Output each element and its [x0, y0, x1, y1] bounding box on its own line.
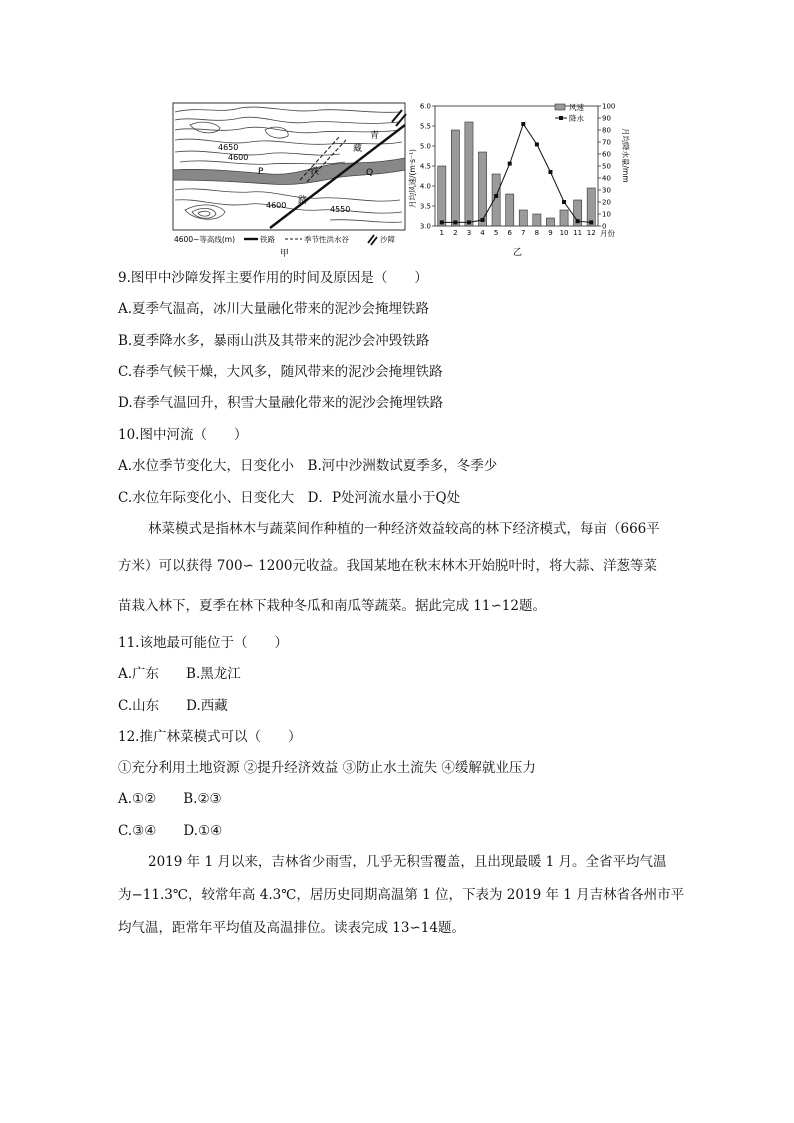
precip-point: [453, 220, 457, 224]
rail-label: 青: [370, 131, 380, 141]
figure-caption: 甲: [280, 249, 290, 259]
legend-sand-swatch: [368, 235, 377, 245]
q9-stem: 9.图甲中沙障发挥主要作用的时间及原因是（ ）: [118, 270, 428, 286]
precip-point: [576, 219, 580, 223]
precip-point: [440, 220, 444, 224]
left-tick-label: 3.0: [419, 222, 431, 231]
legend-wind-swatch: [555, 104, 565, 110]
wind-bar: [438, 166, 446, 226]
left-tick-label: 4.0: [419, 182, 431, 191]
passage1-line1: 林菜模式是指林木与蔬菜间作种植的一种经济效益较高的林下经济模式，每亩（666平: [148, 521, 660, 537]
left-tick-label: 5.5: [419, 122, 431, 131]
wind-bar: [533, 214, 541, 226]
precip-point: [548, 170, 552, 174]
right-axis-label: 月均降水量/mm: [621, 128, 630, 183]
q9-option-d[interactable]: D.春季气温回升，积雪大量融化带来的泥沙会掩埋铁路: [118, 395, 444, 411]
map-figure: [170, 100, 410, 260]
x-tick-label: 5: [493, 229, 499, 237]
x-tick-label: 11: [573, 229, 583, 237]
q9-option-b[interactable]: B.夏季降水多，暴雨山洪及其带来的泥沙会冲毁铁路: [118, 333, 430, 349]
precip-point: [494, 194, 498, 198]
right-tick-label: 40: [602, 174, 611, 183]
right-tick-label: 60: [602, 150, 611, 159]
precip-point: [481, 218, 485, 222]
legend-contour: 4600~等高线(m): [174, 235, 236, 244]
precip-point: [521, 122, 525, 126]
right-tick-label: 0: [602, 222, 607, 231]
left-tick-label: 4.5: [419, 162, 431, 171]
x-tick-label: 9: [548, 229, 553, 237]
rail-label: 铁: [310, 167, 320, 177]
right-tick-label: 80: [602, 126, 611, 135]
wind-bar: [546, 218, 554, 226]
rail-label: 路: [298, 196, 308, 206]
precip-point: [535, 142, 539, 146]
passage1-line3: 苗栽入林下，夏季在林下栽种冬瓜和南瓜等蔬菜。据此完成 11∽12题。: [118, 598, 546, 614]
place-label-q: Q: [366, 168, 374, 178]
contour-label: 4600: [266, 201, 287, 210]
passage1-line2: 方米）可以获得 700∽ 1200元收益。我国某地在秋末林木开始脱叶时，将大蒜、洋葱等菜: [118, 558, 658, 574]
chart-caption: 乙: [513, 248, 523, 258]
precip-point: [508, 162, 512, 166]
climate-chart: [405, 98, 635, 260]
right-tick-label: 20: [602, 198, 611, 207]
right-tick-label: 90: [602, 114, 611, 123]
q9-option-a[interactable]: A.夏季气温高，冰川大量融化带来的泥沙会掩埋铁路: [118, 301, 430, 317]
wind-bar: [492, 174, 500, 226]
passage2-line1: 2019 年 1 月以来，吉林省少雨雪，几乎无积雪覆盖，且出现最暖 1 月。全省平均气温: [148, 854, 667, 870]
x-tick-label: 3: [466, 229, 472, 237]
left-tick-label: 3.5: [419, 202, 431, 211]
legend-railway: 铁路: [260, 235, 275, 244]
right-tick-label: 100: [602, 102, 616, 111]
q10-options-cd[interactable]: C.水位年际变化小、日变化大 D．P处河流水量小于Q处: [118, 490, 461, 506]
left-axis-label: 月均风速/(m·s⁻¹): [408, 149, 417, 208]
wind-bar: [587, 188, 595, 226]
x-tick-label: 4: [480, 229, 485, 237]
wind-bar: [506, 194, 514, 226]
x-tick-label: 7: [521, 229, 526, 237]
precip-point: [467, 220, 471, 224]
right-tick-label: 10: [602, 210, 611, 219]
left-tick-label: 5.0: [419, 142, 431, 151]
legend-flood: 季节性洪水谷: [304, 235, 349, 244]
right-tick-label: 70: [602, 138, 611, 147]
q10-options-ab[interactable]: A.水位季节变化大，日变化小 B.河中沙洲数试夏季多，冬季少: [118, 458, 498, 474]
right-tick-label: 30: [602, 186, 611, 195]
legend-rain-marker: [559, 116, 563, 120]
legend-wind: 风速: [569, 103, 584, 112]
right-tick-label: 50: [602, 162, 611, 171]
x-tick-label: 6: [507, 229, 512, 237]
x-tick-label: 2: [453, 229, 458, 237]
legend-sand: 沙障: [380, 235, 395, 244]
q12-stem: 12.推广林菜模式可以（ ）: [118, 729, 302, 745]
place-label-p: P: [258, 167, 264, 177]
precip-point: [562, 200, 566, 204]
precip-point: [589, 220, 593, 224]
x-axis-unit: 月份: [600, 229, 615, 238]
wind-bar: [451, 130, 459, 226]
q11-options-cd[interactable]: C.山东 D.西藏: [118, 698, 228, 714]
q12-options-cd[interactable]: C.③④ D.①④: [118, 823, 223, 839]
rail-label: 藏: [353, 144, 363, 154]
q10-stem: 10.图中河流（ ）: [118, 427, 248, 443]
wind-bar: [465, 122, 473, 226]
precip-line: [442, 124, 591, 222]
x-tick-label: 8: [534, 229, 540, 237]
contour-label: 4550: [330, 205, 351, 214]
q12-options-ab[interactable]: A.①② B.②③: [118, 791, 222, 807]
q11-stem: 11.该地最可能位于（ ）: [118, 635, 288, 651]
contour-label: 4650: [218, 143, 239, 152]
x-tick-label: 1: [439, 229, 445, 237]
x-tick-label: 12: [586, 229, 596, 237]
passage2-line2: 为−11.3℃，较常年高 4.3℃，居历史同期高温第 1 位，下表为 2019 年 1 月吉林省各州市平: [118, 887, 685, 903]
q11-options-ab[interactable]: A.广东 B.黑龙江: [118, 666, 241, 682]
wind-bar: [519, 210, 527, 226]
passage2-line3: 均气温，距常年平均值及高温排位。读表完成 13∽14题。: [118, 920, 465, 936]
contour-label: 4600: [228, 153, 249, 162]
left-tick-label: 6.0: [419, 102, 431, 111]
q12-items: ①充分利用土地资源 ②提升经济效益 ③防止水土流失 ④缓解就业压力: [118, 760, 536, 776]
wind-bar: [560, 210, 568, 226]
legend-rain: 降水: [569, 114, 584, 123]
x-tick-label: 10: [559, 229, 569, 237]
q9-option-c[interactable]: C.春季气候干燥，大风多，随风带来的泥沙会掩埋铁路: [118, 364, 443, 380]
